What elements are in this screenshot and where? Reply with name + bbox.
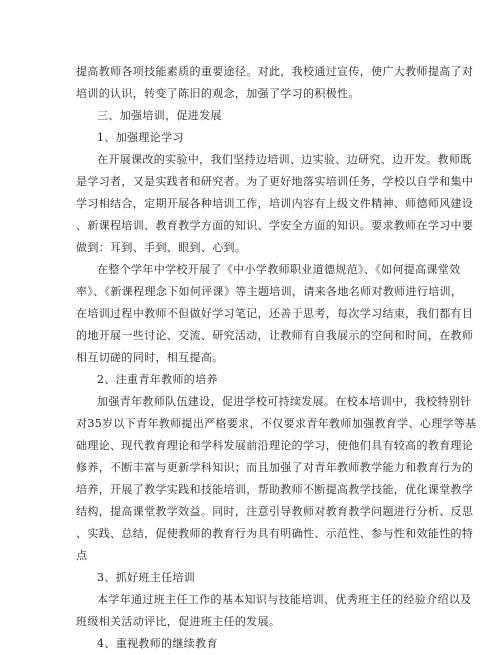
paragraph-line: 对35岁以下青年教师提出严格要求，不仅要求青年教师加强教育学、心理学等基	[76, 417, 477, 430]
paragraph-line: 点	[76, 549, 88, 562]
paragraph-line: 培养，开展了教学实践和技能培训，帮助教师不断提高教学技能，优化课堂教学	[76, 483, 474, 496]
subsection-heading: 2、注重青年教师的培养	[97, 373, 218, 386]
paragraph-line: 、新课程培训、教育教学方面的知识、学安全方面的知识。要求教师在学习中要	[76, 219, 474, 232]
paragraph-line: 在整个学年中学校开展了《中小学教师职业道德规范》、《如何提高课堂效	[97, 263, 461, 276]
paragraph-line: 提高教师各项技能素质的重要途径。对此，我校通过宣传，使广大教师提高了对	[76, 65, 474, 78]
paragraph-line: 结构，提高课堂教学效益。同时，注意引导教师对教育教学问题进行分析、反思	[76, 505, 474, 518]
paragraph-line: 、实践、总结，促使教师的教育行为具有明确性、示范性、参与性和效能性的特	[76, 527, 474, 540]
subsection-heading: 3、抓好班主任培训	[97, 571, 196, 584]
paragraph-line: 在开展课改的实验中，我们坚持边培训、边实验、边研究、边开发。教师既	[97, 153, 472, 166]
paragraph-line: 是学习者，又是实践者和研究者。为了更好地落实培训任务，学校以自学和集中	[76, 175, 474, 188]
paragraph-line: 加强青年教师队伍建设，促进学校可持续发展。在校本培训中，我校特别针	[97, 395, 472, 408]
subsection-heading: 1、加强理论学习	[97, 131, 184, 144]
section-heading: 三、加强培训，促进发展	[97, 109, 222, 122]
paragraph-line: 的地开展一些讨论、交流、研究活动，让教师有自我展示的空间和时间，在教师	[76, 329, 474, 342]
subsection-heading: 4、重视教师的继续教育	[97, 637, 218, 650]
paragraph-line: 做到：耳到、手到、眼到、心到。	[76, 241, 247, 254]
paragraph-line: 学习相结合，定期开展各种培训工作，培训内容有上级文件精神、师德师风建设	[76, 197, 474, 210]
paragraph-line: 相互切磋的同时，相互提高。	[76, 351, 224, 364]
paragraph-line: 础理论、现代教育理论和学科发展前沿理论的学习，使他们具有较高的教育理论	[76, 439, 474, 452]
paragraph-line: 培训的认识，转变了陈旧的观念，加强了学习的积极性。	[76, 87, 360, 100]
paragraph-line: 在培训过程中教师不但做好学习笔记，还善于思考，每次学习结束，我们都有目	[76, 307, 474, 320]
paragraph-line: 班级相关活动评比，促进班主任的发展。	[76, 615, 281, 628]
paragraph-line: 本学年通过班主任工作的基本知识与技能培训、优秀班主任的经验介绍以及	[97, 593, 472, 606]
paragraph-line: 修养，不断丰富与更新学科知识；而且加强了对青年教师教学能力和教育行为的	[76, 461, 474, 474]
paragraph-line: 率》、《新课程理念下如何评课》等主题培训，请来各地名师对教师进行培训，	[76, 285, 463, 298]
